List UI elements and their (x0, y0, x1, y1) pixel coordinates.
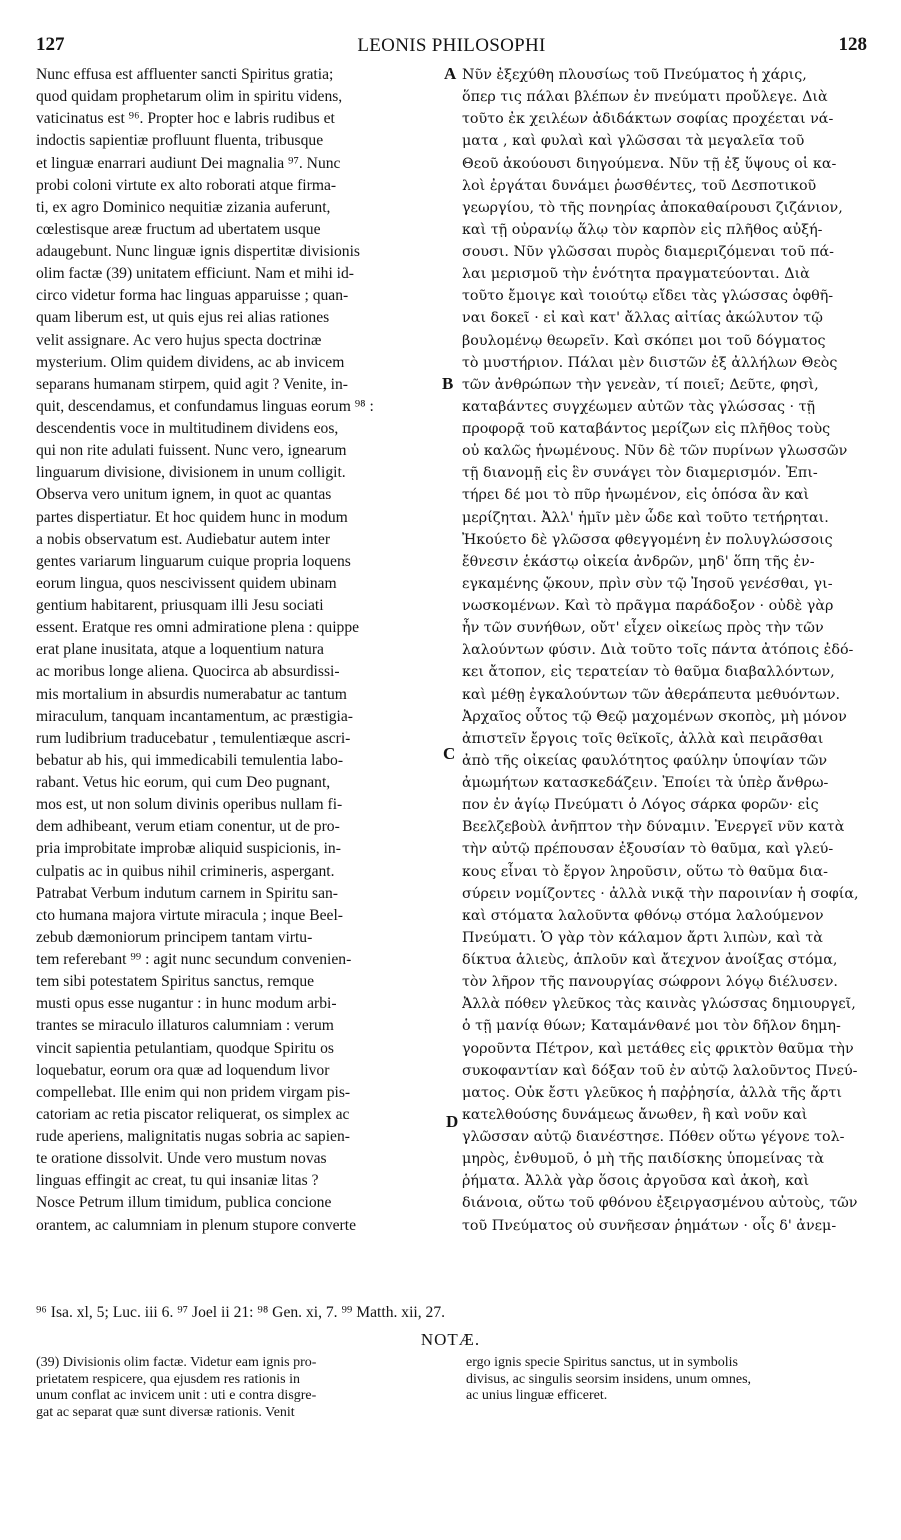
greek-text-line: καὶ τῇ οὐρανίῳ ἅλῳ τὸν καρπὸν εἰς πλῆθος αὐξή- (462, 221, 823, 238)
footnote-references: ⁹⁶ Isa. xl, 5; Luc. iii 6. ⁹⁷ Joel ii 21: ⁹⁸ Gen. xi, 7. ⁹⁹ Matth. xii, 27. (36, 1304, 446, 1321)
note-left-column (36, 1355, 448, 1421)
latin-text-line: mis mortalium in absurdis numerabatur ac tantum (36, 685, 347, 703)
latin-text-line: quod quidam prophetarum olim in spiritu videns, (36, 88, 343, 106)
greek-text-line: Ἠκούετο δὲ γλῶσσα φθεγγομένη ἐν πολυγλώσσοις (462, 531, 833, 548)
latin-text-line: orantem, ac calumniam in plenum stupore converte (36, 1216, 356, 1234)
running-header (36, 34, 867, 62)
latin-text-line: vincit sapientia petulantiam, quodque Spiritu os (36, 1039, 334, 1057)
section-marker-d: D (446, 1112, 459, 1131)
latin-text-line: a nobis observatum est. Audiebatur autem inter (36, 530, 331, 548)
greek-text-line: Νῦν ἐξεχύθη πλουσίως τοῦ Πνεύματος ἡ χάρις, (462, 67, 807, 83)
latin-text-line: circo videtur forma hac linguas apparuisse ; quan- (36, 287, 349, 305)
latin-text-line: Patrabat Verbum indutum carnem in Spiritu san- (36, 884, 338, 902)
latin-text-line: et linguæ enarrari audiunt Dei magnalia ⁹⁷. Nunc (36, 154, 341, 172)
latin-text-line: essent. Eratque res omni admiratione plena : quippe (36, 619, 360, 637)
greek-text-line: πον ἐν ἁγίῳ Πνεύματι ὁ Λόγος σάρκα φορῶν· εἰς (462, 797, 819, 814)
greek-text-line: σύρειν νομίζοντες · ἀλλὰ νικᾷ τὴν παροινίαν ἡ σοφία, (462, 885, 859, 902)
greek-text-line: ἀπιστεῖν ἔργοις τοῖς θεϊκοῖς, ἀλλὰ καὶ πειρᾶσθαι (462, 730, 824, 747)
greek-text-line: ναι δοκεῖ · εἰ καὶ κατ' ἄλλας αἰτίας ἀκώλυτον τῷ (462, 310, 823, 327)
latin-text-line: Nosce Petrum illum timidum, publica concione (36, 1194, 332, 1212)
greek-text-line: Ἀλλὰ πόθεν γλεῦκος τὰς καινὰς γλώσσας δημιουργεῖ, (462, 996, 856, 1013)
greek-text-line: λαλούντων φύσιν. Διὰ τοῦτο τοῖς πάντα ἀτόποις ἐδό- (462, 642, 854, 659)
greek-text-line: ἀπὸ τῆς οἰκείας φαυλότητος φαύλην ὑποψίαν τῶν (462, 752, 828, 769)
greek-column (462, 64, 866, 1237)
section-marker-a: A (444, 64, 457, 83)
greek-text-line: Πνεύματι. Ὁ γὰρ τὸν κάλαμον ἄρτι λιπὼν, καὶ τὰ (462, 929, 823, 946)
latin-text-line: te oratione dissolvit. Unde vero mustum novas (36, 1150, 327, 1168)
latin-text-line: eorum lingua, quos nescivissent quidem ubinam (36, 574, 337, 592)
greek-text-line: τὸ μυστήριον. Πάλαι μὲν διιστῶν ἐξ ἀλλήλων Θεὸς (462, 354, 838, 371)
greek-text-line: γοροῦντα Πέτρον, καὶ μετάθες εἰς φρικτὸν θαῦμα τὴν (462, 1040, 854, 1057)
greek-text-line: οὐ καλῶς ἡνωμένους. Νῦν δὲ τῶν πυρίνων γλωσσῶν (462, 443, 848, 460)
greek-text-line: τοῦτο ἔμοιγε καὶ τοιούτῳ εἴδει τὰς γλώσσας ὀφθῆ- (462, 288, 834, 305)
latin-text-line: linguas effingit ac creat, tu qui insaniæ litas ? (36, 1172, 319, 1190)
right-page-number: 128 (838, 34, 867, 55)
latin-text-line: dem adhibeant, verum etiam conentur, ut de pro- (36, 818, 340, 836)
latin-text-line: mos est, ut non solum divinis operibus nullam fi- (36, 796, 343, 814)
greek-text-line: Ἀρχαῖος οὗτος τῷ Θεῷ μαχομένων σκοπὸς, μὴ μόνον (462, 708, 847, 725)
note-right-column (466, 1355, 866, 1405)
greek-text-line: Θεοῦ ἀκούουσι διηγούμενα. Νῦν τῇ ἐξ ὕψους οἱ κα- (462, 155, 837, 172)
latin-text-line: tem referebant ⁹⁹ : agit nunc secundum convenien- (36, 951, 352, 968)
latin-text-line: gentium habitarent, priusquam illi Jesu sociati (36, 597, 324, 614)
running-title: LEONIS PHILOSOPHI (357, 35, 546, 56)
greek-text-line: τὸν λῆρον τῆς πανουργίας σώφρονι λόγῳ διέλυσεν. (462, 974, 838, 991)
note-text-line: ac unius linguæ efficeret. (466, 1388, 608, 1403)
greek-text-line: καὶ μέθῃ ἐγκαλούντων τῶν ἀθεράπευτα μεθυόντων. (462, 686, 841, 703)
latin-text-line: bebatur ab his, qui immedicabili temulentia labo- (36, 751, 344, 769)
greek-text-line: ματα , καὶ φυλαὶ καὶ γλῶσσαι τὰ μεγαλεῖα τοῦ (462, 133, 805, 150)
latin-text-line: indoctis sapientiæ profluunt fluenta, tribusque (36, 132, 324, 150)
latin-text-line: catoriam ac retia piscator reliquerat, os simplex ac (36, 1105, 350, 1123)
latin-text-line: rude aperiens, malignitatis nugas sobria ac sapien- (36, 1128, 350, 1145)
section-marker-b: B (442, 374, 454, 393)
latin-text-line: Observa vero unitum ignem, in quot ac quantas (36, 486, 332, 504)
greek-text-line: δίκτυα ἁλιεὺς, ἁπλοῦν καὶ ἄτεχνον ἀνοίξας στόμα, (462, 952, 838, 968)
greek-text-line: εγκαμένης ᾤκουν, πρὶν σὺν τῷ Ἰησοῦ γενέσθαι, γι- (462, 575, 833, 592)
greek-text-line: τοῦτο ἐκ χειλέων ἀδιδάκτων σοφίας προχέεται νά- (462, 111, 834, 128)
greek-text-line: διάνοια, οὕτω τοῦ φθόνου ἐξειργασμένου αὐτοὺς, τῶν (462, 1195, 858, 1212)
latin-text-line: cœlestisque areæ fructum ad ubertatem usque (36, 220, 321, 238)
greek-text-line: γεωργίου, τὸ τῆς πονηρίας ἀποκαθαίρουσι ζιζάνιον, (462, 199, 843, 216)
greek-text-line: καὶ στόματα λαλοῦντα φθόνῳ στόμα λαλούμενον (462, 907, 824, 924)
greek-text-line: ὁ τῇ μανίᾳ θύων; Καταμάνθανέ μοι τὸν δῆλον δημη- (462, 1018, 841, 1035)
latin-text-line: miraculum, tanquam incantamentum, ac præstigia- (36, 707, 353, 725)
latin-text-line: adaugebunt. Nunc linguæ ignis dispertitæ divisionis (36, 243, 360, 260)
latin-text-line: gentes variarum linguarum cuique propria loquens (36, 552, 351, 570)
latin-text-line: ti, ex agro Dominico nequitiæ zizania auferunt, (36, 198, 331, 216)
latin-text-line: pria improbitate improbæ aliquid suspicionis, in- (36, 840, 341, 858)
notes-heading: NOTÆ. (420, 1330, 481, 1349)
latin-text-line: rabant. Vetus hic eorum, qui cum Deo pugnant, (36, 774, 331, 791)
section-marker-c: C (443, 744, 456, 763)
greek-text-line: τοῦ Πνεύματος οὐ συνῆεσαν ῥημάτων · οἷς δ' ἀνεμ- (462, 1217, 837, 1234)
latin-text-line: descendentis voce in multitudinem dividens eos, (36, 420, 339, 437)
note-text-line: ergo ignis specie Spiritus sanctus, ut in symbolis (466, 1355, 738, 1370)
latin-text-line: tem sibi potestatem Spiritus sanctus, remque (36, 973, 315, 991)
latin-text-line: linguarum divisione, divisionem in unum colligit. (36, 464, 346, 482)
greek-text-line: προφορᾷ τοῦ καταβάντος μερίζων εἰς πλῆθος τοὺς (462, 421, 831, 437)
latin-text-line: mysterium. Olim quidem dividens, ac ab invicem (36, 353, 345, 371)
latin-column (36, 64, 444, 1237)
latin-text-line: loquebatur, eorum ora quæ ad loquendum livor (36, 1061, 330, 1079)
greek-text-line: ἔθνεσιν ἑκάστῳ οἰκεία ἀνδρῶν, μηδ' ὅπη τῆς ἐν- (462, 553, 815, 570)
note-text-line: divisus, ac singulis seorsim insidens, unum omnes, (466, 1371, 752, 1387)
greek-text-line: σουσι. Νῦν γλῶσσαι πυρὸς διαμεριζόμεναι τοῦ πά- (462, 244, 834, 260)
greek-text-line: ματος. Οὐκ ἔστι γλεῦκος ἡ παῤῥησία, ἀλλὰ τῆς ἄρτι (462, 1084, 842, 1101)
latin-text-line: cto humana majora virtute miracula ; inque Beel- (36, 906, 343, 924)
greek-text-line: τῶν ἀνθρώπων τὴν γενεὰν, τί ποιεῖ; Δεῦτε, φησὶ, (462, 376, 819, 393)
left-page-number: 127 (36, 34, 65, 55)
greek-text-line: Βεελζεβοὺλ ἀνῆπτον τὴν δύναμιν. Ἐνεργεῖ νῦν κατὰ (462, 819, 845, 836)
greek-text-line: καταβάντες συγχέωμεν αὐτῶν τὰς γλώσσας · τῇ (462, 398, 816, 415)
latin-text-line: compellebat. Ille enim qui non pridem virgam pis- (36, 1083, 351, 1101)
greek-text-line: ἀμωμήτων κατασκεδάζειν. Ἐποίει τὰ ὑπὲρ ἄνθρω- (462, 775, 829, 791)
latin-text-line: olim factæ (39) unitatem efficiunt. Nam et mihi id- (36, 265, 355, 283)
greek-text-line: τῇ διανομῇ εἰς ἓν συνάγει τὸν διαμερισμόν. Ἐπι- (462, 465, 818, 482)
greek-text-line: ἦν τῶν συνήθων, οὔτ' εἶχεν οἰκείως πρὸς τὴν τῶν (462, 620, 824, 637)
latin-text-line: musti opus esse nugantur : in hunc modum arbi- (36, 995, 337, 1013)
greek-text-line: λοὶ ἐργάται δυνάμει ῥωσθέντες, τοῦ Δεσποτικοῦ (462, 177, 817, 194)
latin-text-line: rum ludibrium traducebatur , temulentiæque ascri- (36, 729, 351, 747)
greek-text-line: κατελθούσης δυνάμεως ἄνωθεν, ἣ καὶ νοῦν καὶ (462, 1106, 808, 1123)
note-text-line: gat ac separat quæ sunt diversæ rationis. Venit (36, 1404, 295, 1420)
greek-text-line: κει ἄτοπον, εἰς τερατείαν τὸ θαῦμα διαβαλλόντων, (462, 664, 835, 681)
greek-text-line: ὅπερ τις πάλαι βλέπων ἐν πνεύματι προὔλεγε. Διὰ (462, 89, 828, 106)
greek-text-line: τὴν αὐτῷ πρέπουσαν ἐξουσίαν τὸ θαῦμα, καὶ γλεύ- (462, 841, 834, 858)
greek-text-line: νωσκομένων. Καὶ τὸ πρᾶγμα παράδοξον · οὐδὲ γὰρ (462, 598, 834, 614)
greek-text-line: κους εἶναι τὸ ἔργον ληροῦσιν, οὕτω τὸ θαῦμα δια- (462, 863, 828, 880)
latin-text-line: zebub dæmoniorum principem tantam virtu- (36, 928, 313, 946)
greek-text-line: βουλομένῳ θεωρεῖν. Καὶ σκόπει μοι τοῦ δόγματος (462, 332, 826, 349)
greek-text-line: συκοφαντίαν καὶ δόξαν τοῦ ἐν αὐτῷ λαλοῦντος Πνεύ- (462, 1062, 858, 1079)
greek-text-line: γλῶσσαν αὐτῷ διανέστησε. Πόθεν οὕτω γέγονε τολ- (462, 1129, 845, 1145)
latin-text-line: quam liberum est, ut quis ejus rei alias rationes (36, 309, 330, 327)
latin-text-line: separans humanam stirpem, quid agit ? Venite, in- (36, 375, 348, 393)
greek-text-line: ῥήματα. Ἀλλὰ γὰρ ὅσοις ἀργοῦσα καὶ ἀκοὴ, καὶ (462, 1173, 810, 1190)
latin-text-line: trantes se miraculo illaturos calumniam : verum (36, 1017, 334, 1035)
greek-text-line: μερίζηται. Ἀλλ' ἡμῖν μὲν ὧδε καὶ τοῦτο τετήρηται. (462, 509, 829, 526)
latin-text-line: erat plane inusitata, atque a loquentium natura (36, 641, 324, 659)
latin-text-line: partes dispertiatur. Et hoc quidem hunc in modum (36, 508, 348, 526)
note-text-line: prietatem respicere, qua ejusdem res rationis in (36, 1371, 300, 1387)
greek-text-line: τήρει δέ μοι τὸ πῦρ ἡνωμένον, εἰς ὁπόσα ἂν καὶ (462, 487, 810, 504)
greek-text-line: λαι μερισμοῦ τὴν ἑνότητα πραγματεύονται. Διὰ (462, 266, 810, 283)
note-text-line: (39) Divisionis olim factæ. Videtur eam ignis pro- (36, 1355, 317, 1370)
latin-text-line: culpatis ac in quibus nihil crimineris, aspergant. (36, 862, 335, 880)
latin-text-line: probi coloni virtute ex alto roborati atque firma- (36, 176, 337, 194)
greek-text-line: μηρὸς, ἐνθυμοῦ, ὁ μὴ τῆς παιδίσκης ὑπομείνας τὰ (462, 1151, 825, 1168)
latin-text-line: vaticinatus est ⁹⁶. Propter hoc e labris rudibus et (36, 110, 335, 128)
note-text-line: unum conflat ac invicem unit : uti e contra disgre- (36, 1388, 317, 1403)
latin-text-line: qui non rite adulati fuissent. Nunc vero, ignearum (36, 442, 347, 460)
latin-text-line: quit, descendamus, et confundamus linguas eorum ⁹⁸ : (36, 397, 374, 415)
latin-text-line: ac moribus longe aliena. Quocirca ab absurdissi- (36, 663, 340, 681)
latin-text-line: Nunc effusa est affluenter sancti Spiritus gratia; (36, 66, 334, 83)
latin-text-line: velit assignare. Ac vero hujus specta doctrinæ (36, 331, 322, 349)
